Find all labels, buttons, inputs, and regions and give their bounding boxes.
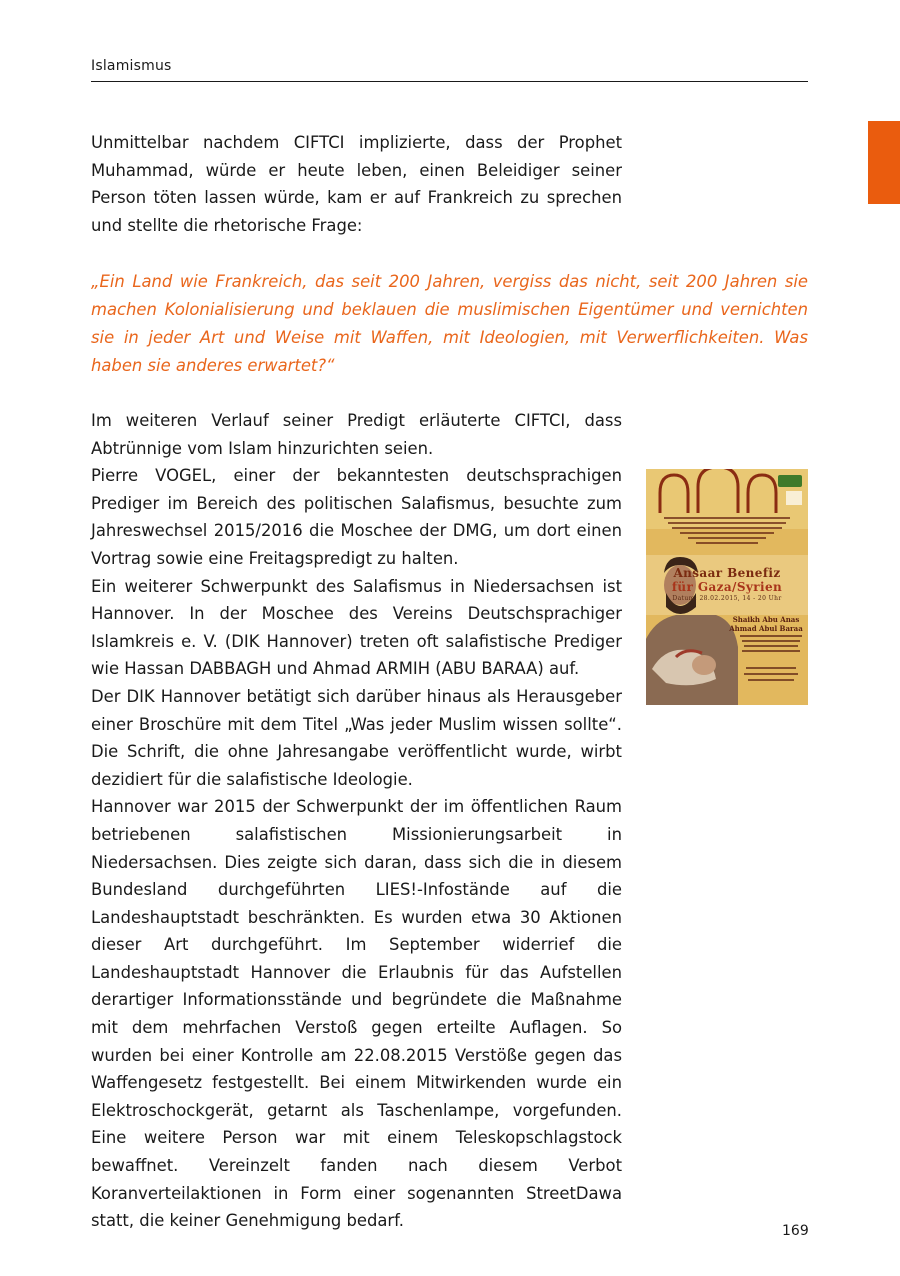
running-header: Islamismus [91, 58, 172, 74]
poster-title-line-2: für Gaza/Syrien [671, 580, 783, 594]
poster-title-line-1: Ansaar Benefiz [673, 566, 781, 580]
body-paragraph-group [91, 407, 622, 1235]
chapter-thumb-tab [868, 121, 900, 204]
body-paragraph-1: Unmittelbar nachdem CIFTCI implizierte, dass der Prophet Muhammad, würde er heute leben, einen Beleidiger seiner Person töten lassen würde, kam er auf Frankreich zu sprechen und stellte die rhetorische Frage: [91, 133, 622, 235]
body-paragraph-6: Hannover war 2015 der Schwerpunkt der im öffentlichen Raum betriebenen salafistischen Missionierungsarbeit in Niedersachsen. Dies zeigte sich daran, dass sich die in diesem Bundesland durchgeführten LIES!-Infostände auf die Landeshauptstadt beschränkten. Es wurden etwa 30 Aktionen dieser Art durchgeführt. Im September widerrief die Landeshauptstadt Hannover die Erlaubnis für das Aufstellen derartiger Informationsstände und begründete die Maßnahme mit dem mehrfachen Verstoß gegen erteilte Auflagen. So wurden bei einer Kontrolle am 22.08.2015 Verstöße gegen das Waffengesetz festgestellt. Bei einem Mitwirkenden wurde ein Elektroschockgerät, getarnt als Taschenlampe, vorgefunden. Eine weitere Person war mit einem Teleskopschlagstock bewaffnet. Vereinzelt fanden nach diesem Verbot Koranverteilaktionen in Form einer sogenannten StreetDawa statt, die keiner Genehmigung bedarf. [91, 797, 622, 1231]
page-number: 169 [782, 1223, 809, 1239]
poster-speaker-2: Ahmad Abul Baraa [729, 624, 803, 633]
body-paragraph-3: Pierre VOGEL, einer der bekanntesten deutschsprachigen Prediger im Bereich des politischen Salafismus, besuchte zum Jahreswechsel 2015/2016 die Moschee der DMG, um dort einen Vortrag sowie eine Freitagspredigt zu halten. [91, 466, 622, 568]
poster-speaker-1: Shaikh Abu Anas [732, 615, 800, 624]
event-poster-image [646, 469, 808, 705]
logo-badge-icon [778, 475, 802, 487]
header-rule [91, 81, 808, 82]
body-paragraph-5: Der DIK Hannover betätigt sich darüber hinaus als Herausgeber einer Broschüre mit dem Titel „Was jeder Muslim wissen sollte“. Die Schrift, die ohne Jahresangabe veröffentlicht wurde, wirbt dezidiert für die salafistische Ideologie. [91, 686, 622, 789]
body-paragraph-4: Ein weiterer Schwerpunkt des Salafismus in Niedersachsen ist Hannover. In der Moschee des Vereins Deutschsprachiger Islamkreis e. V. (DIK Hannover) treten oft salafistische Prediger wie Hassan DABBAGH und Ahmad ARMIH (ABU BARAA) auf. [91, 576, 622, 679]
body-paragraph-2: Im weiteren Verlauf seiner Predigt erläuterte CIFTCI, dass Abtrünnige vom Islam hinzurichten seien. [91, 411, 622, 458]
poster-date-line: Datum: 28.02.2015, 14 - 20 Uhr [672, 595, 782, 602]
quote-block: „Ein Land wie Frankreich, das seit 200 Jahren, vergiss das nicht, seit 200 Jahren sie machen Kolonialisierung und beklauen die muslimischen Eigentümer und vernichten sie in jeder Art und Weise mit Waffen, mit Ideologien, mit Verwerflichkeiten. Was haben sie anderes erwartet?“ [91, 272, 808, 375]
